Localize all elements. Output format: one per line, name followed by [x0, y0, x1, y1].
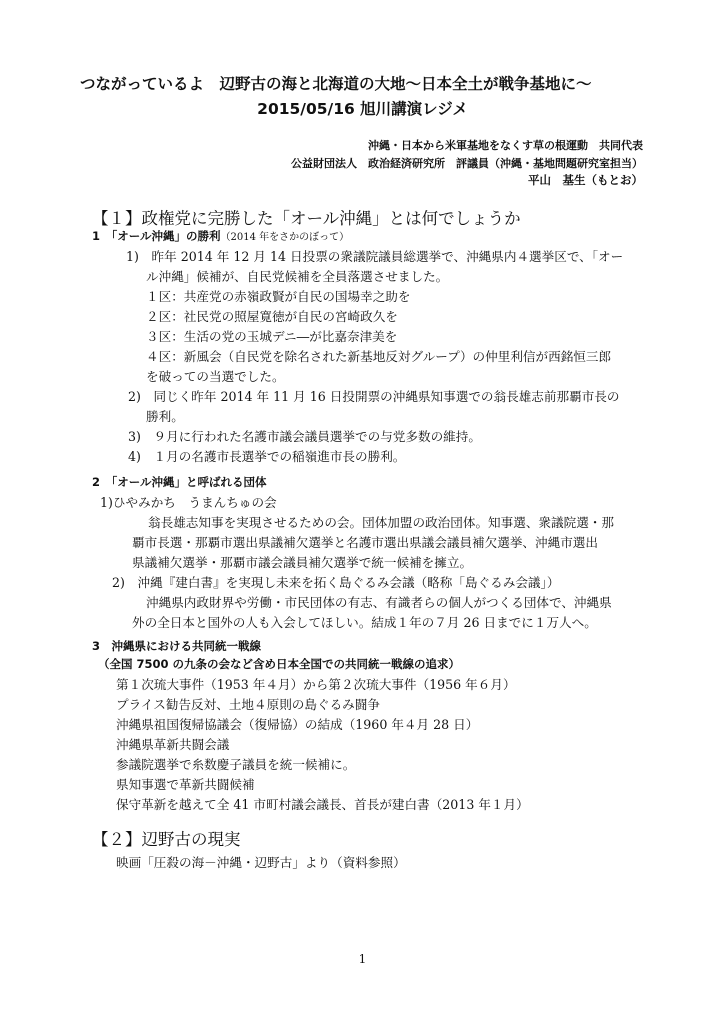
sub1-line-2: ル沖縄」候補が、自民党候補を全員落選させました。: [146, 269, 449, 284]
sub1-line-4: ２区：社民党の照屋寛徳が自民の宮崎政久を: [146, 309, 398, 324]
sub1-line-3: １区：共産党の赤嶺政賢が自民の国場幸之助を: [146, 289, 411, 304]
sub2-line-5: 2) 沖縄『建白書』を実現し未来を拓く島ぐるみ会議（略称「島ぐるみ会議」）: [112, 575, 560, 590]
sub1-line-5: ３区：生活の党の玉城デニ―が比嘉奈津美を: [146, 329, 398, 344]
sub2-line-7: 外の全日本と国外の人も入会してほしい。結成１年の７月 26 日までに１万人へ。: [132, 615, 597, 630]
sub1-line-1: 1) 昨年 2014 年 12 月 14 日投票の衆議院議員総選挙で、沖縄県内４選挙区で、「オー: [126, 249, 624, 264]
sub1-line-6: ４区：新風会（自民党を除名された新基地反対グループ）の仲里利信が西銘恒三郎: [146, 349, 612, 364]
sub2-line-1: 1)ひやみかち うまんちゅの会: [100, 495, 277, 510]
sub3-line-1: 第１次琉大事件（1953 年４月）から第２次琉大事件（1956 年６月）: [116, 677, 516, 692]
sub2-line-6: 沖縄県内政財界や労働・市民団体の有志、有識者らの個人がつくる団体で、沖縄県: [146, 595, 612, 610]
sub1-line-10: 3) ９月に行われた名護市議会議員選挙での与党多数の維持。: [128, 429, 481, 444]
sub2-line-4: 県議補欠選挙・那覇市議会議員補欠選挙で統一候補を擁立。: [132, 555, 473, 570]
sub1-line-8: 2) 同じく昨年 2014 年 11 月 16 日投開票の沖縄県知事選での翁長雄志前那覇市長の: [128, 389, 620, 404]
section2-heading: 【２】辺野古の現実: [92, 830, 241, 849]
sub3-line-4: 沖縄県革新共闘会議: [116, 737, 230, 752]
sub1-line-7: を破っての当選でした。: [146, 369, 285, 384]
page-number: 1: [358, 952, 367, 966]
sub3-heading: 3 沖縄県における共同統一戦線: [92, 639, 261, 653]
sub2-heading: 2 「オール沖縄」と呼ばれる団体: [92, 475, 267, 489]
section2-line: 映画「圧殺の海－沖縄・辺野古」より（資料参照）: [116, 855, 406, 870]
document-subtitle: 2015/05/16 旭川講演レジメ: [257, 100, 468, 118]
sub1-heading-note: （2014 年をさかのぼって）: [220, 232, 350, 243]
sub1-line-9: 勝利。: [146, 409, 184, 424]
sub2-line-3: 覇市長選・那覇市選出県議補欠選挙と名護市選出県議会議員補欠選挙、沖縄市選出: [132, 535, 598, 550]
sub1-heading: [92, 228, 349, 244]
sub3-line-7: 保守革新を越えて全 41 市町村議会議長、首長が建白書（2013 年１月）: [116, 797, 529, 812]
sub3-line-6: 県知事選で革新共闘候補: [116, 777, 255, 792]
sub3-line-5: 参議院選挙で糸数慶子議員を統一候補に。: [116, 757, 356, 772]
sub3-subheading: （全国 7500 の九条の会など含め日本全国での共同統一戦線の追求）: [98, 657, 461, 671]
author-name: 平山 基生（もとお）: [528, 173, 643, 187]
sub1-line-11: 4) １月の名護市長選挙での稲嶺進市長の勝利。: [128, 449, 406, 464]
sub2-line-2: 翁長雄志知事を実現させるための会。団体加盟の政治団体。知事選、衆議院選・那: [148, 515, 614, 530]
section1-heading: 【１】政権党に完勝した「オール沖縄」とは何でしょうか: [92, 209, 521, 228]
document-title: つながっているよ 辺野古の海と北海道の大地～日本全土が戦争基地に～: [80, 75, 592, 93]
sub3-line-2: プライス勧告反対、土地４原則の島ぐるみ闘争: [116, 697, 380, 712]
sub1-heading-text: 1 「オール沖縄」の勝利: [92, 229, 221, 243]
sub3-line-3: 沖縄県祖国復帰協議会（復帰協）の結成（1960 年４月 28 日）: [116, 717, 479, 732]
author-affiliation-2: 公益財団法人 政治経済研究所 評議員（沖縄・基地問題研究室担当）: [291, 157, 643, 170]
author-affiliation-1: 沖縄・日本から米軍基地をなくす草の根運動 共同代表: [368, 139, 643, 152]
